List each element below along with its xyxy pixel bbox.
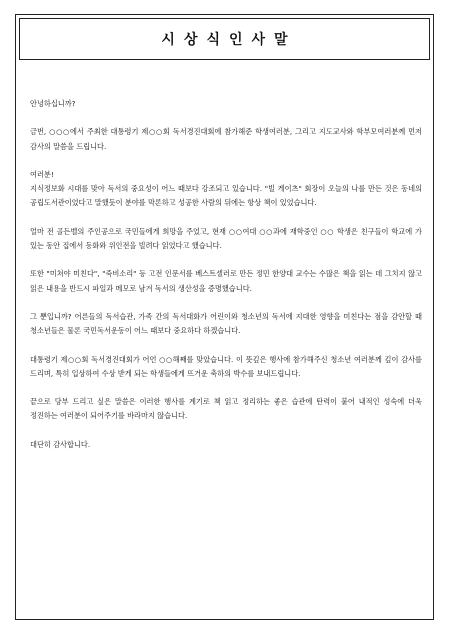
- professor-paragraph: 또한 "미쳐야 미친다", "죽비소리" 등 고전 인문서를 베스트셀러로 만든 정민 한양대 교수는 수많은 책을 읽는 데 그치지 않고 읽은 내용을 반드시 파일과 메모로 남겨 독서의 생산성을 증명했습니다.: [30, 269, 422, 293]
- family-reading-paragraph: 그 뿐입니까? 어른들의 독서습관, 가족 간의 독서대화가 어린이와 청소년의 독서에 지대한 영향을 미친다는 점을 감안할 때 청소년들은 물론 국민독서운동이 어느 때보다 중요하다 하겠습니다.: [30, 311, 422, 336]
- document-body: [30, 97, 422, 466]
- closing-thanks-paragraph: 대단히 감사합니다.: [30, 439, 91, 449]
- document-title: 시상식인사말: [161, 32, 297, 48]
- reading-importance-paragraph: 여러분! 지식정보화 시대를 맞아 독서의 중요성이 어느 때보다 강조되고 있습니다. "빌 게이츠" 회장이 오늘의 나를 만든 것은 동네의 공립도서관이었다고 말했듯이 분야를 막론하고 성공한 사람의 뒤에는 항상 책이 있었습니다.: [30, 169, 422, 208]
- closing-request-paragraph: 끝으로 당부 드리고 싶은 말씀은 이러한 행사를 계기로 책 읽고 정리하는 좋은 습관에 탄력이 붙어 내적인 성숙에 더욱 정진하는 여러분이 되어주기를 바라마지 않습니다.: [30, 397, 422, 421]
- greeting-paragraph: 안녕하십니까?: [30, 99, 76, 108]
- title-box: [19, 18, 430, 60]
- congratulations-paragraph: 대통령기 제○○회 독서경진대회가 어언 ○○해째를 맞았습니다. 이 뜻깊은 행사에 참가해주신 청소년 여러분께 깊이 감사를 드리며, 특히 입상하여 수상 받게 되는 학생들에게 뜨거운 축하의 박수를 보내드립니다.: [30, 354, 422, 378]
- thanks-paragraph: 금번, ○○○에서 주최한 대통령기 제○○회 독서경진대회에 참가해준 학생여러분, 그리고 지도교사와 학부모여러분께 먼저 감사의 말씀을 드립니다.: [30, 127, 422, 151]
- golden-bell-paragraph: 얼마 전 골든벨의 주인공으로 국민들에게 희망을 주었고, 현재 ○○여대 ○○과에 재학중인 ○○ 학생은 친구들이 학교에 가 있는 동안 집에서 동화와 위인전을 빌려다 읽었다고 했습니다.: [30, 226, 422, 250]
